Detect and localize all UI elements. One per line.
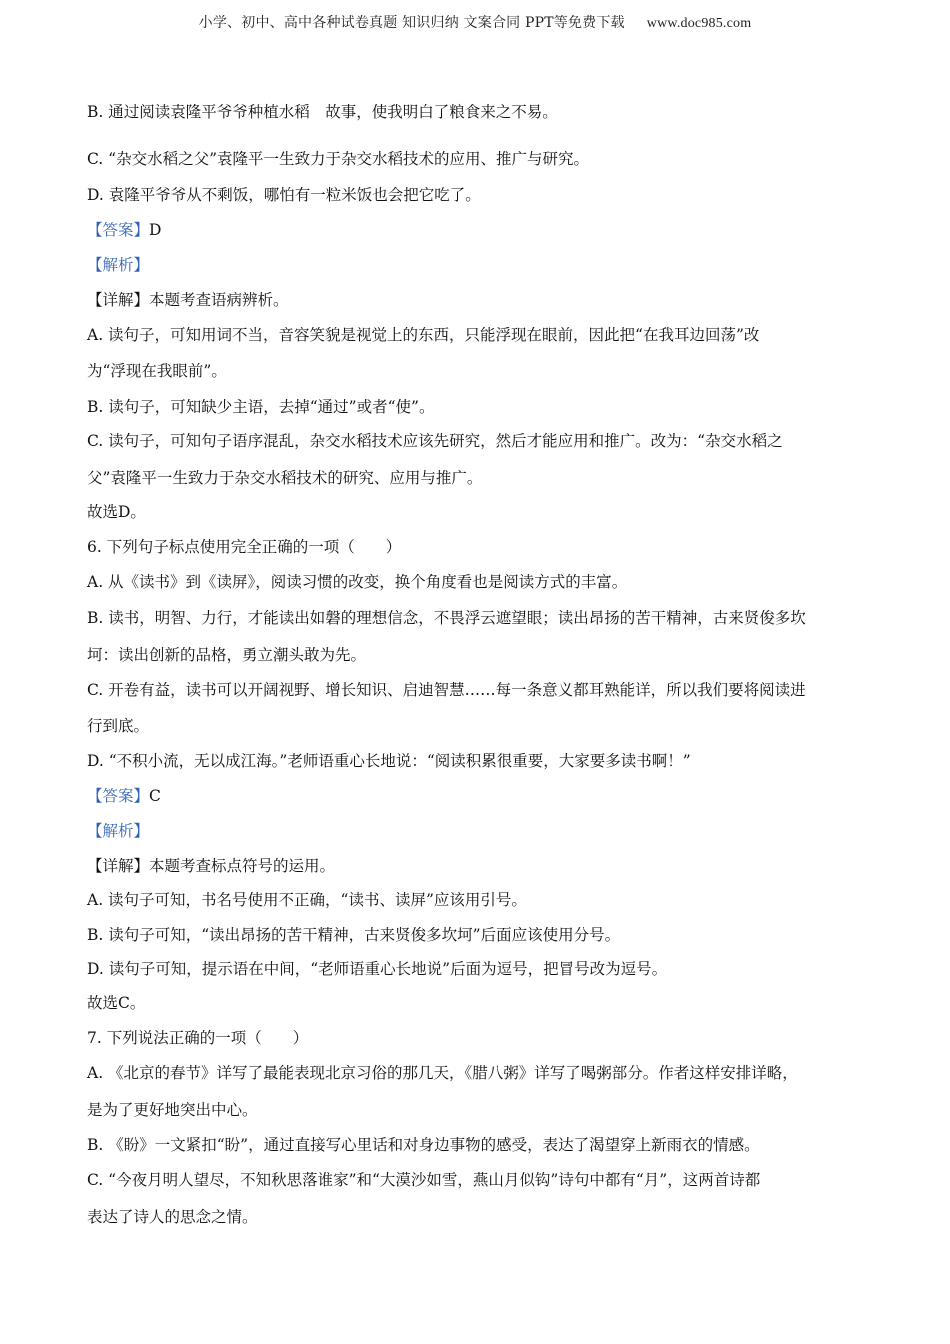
text-line: [87, 715, 872, 737]
text-line: [87, 360, 872, 382]
line-text: 故选C。: [87, 994, 146, 1012]
text-line: [87, 289, 872, 311]
section-tag: 【答案】: [87, 221, 150, 239]
text-line: [87, 101, 872, 123]
text-line: [87, 324, 872, 346]
line-text: A. 读句子，可知用词不当，音容笑貌是视觉上的东西，只能浮现在眼前，因此把“在我耳边回荡”改: [87, 326, 760, 344]
line-text: B. 读句子，可知缺少主语，去掉“通过”或者“使”。: [87, 398, 435, 416]
line-text: D: [149, 221, 162, 239]
text-line: [87, 785, 872, 807]
text-line: [87, 148, 872, 170]
line-text: D. 袁隆平爷爷从不剩饭，哪怕有一粒米饭也会把它吃了。: [87, 186, 481, 204]
text-line: [87, 1169, 872, 1191]
line-text: 6. 下列句子标点使用完全正确的一项（ ）: [87, 538, 402, 556]
line-text: 故选D。: [87, 503, 146, 521]
line-text: A. 《北京的春节》详写了最能表现北京习俗的那几天，《腊八粥》详写了喝粥部分。作者这样安排详略，: [87, 1064, 798, 1082]
text-line: [87, 1099, 872, 1121]
text-line: [87, 571, 872, 593]
text-line: [87, 750, 872, 772]
text-line: [87, 536, 872, 558]
text-line: [87, 184, 872, 206]
text-line: [87, 679, 872, 701]
text-line: [87, 924, 872, 946]
line-text: 表达了诗人的思念之情。: [87, 1208, 258, 1226]
line-text: A. 读句子可知，书名号使用不正确，“读书、读屏”应该用引号。: [87, 891, 527, 909]
line-text: C. “杂交水稻之父”袁隆平一生致力于杂交水稻技术的应用、推广与研究。: [87, 150, 590, 168]
text-line: [87, 1062, 872, 1084]
line-text: C. 读句子，可知句子语序混乱，杂交水稻技术应该先研究，然后才能应用和推广。改为：“杂交水稻之: [87, 432, 783, 450]
header-site-link[interactable]: www.doc985.com: [646, 16, 752, 31]
text-line: [87, 430, 872, 452]
line-text: C: [149, 787, 161, 805]
line-text: C. “今夜月明人望尽，不知秋思落谁家”和“大漠沙如雪，燕山月似钩”诗句中都有“月”，这两首诗都: [87, 1171, 761, 1189]
text-line: [87, 855, 872, 877]
line-text: B. 读书，明智、力行，才能读出如磐的理想信念，不畏浮云遮望眼；读出昂扬的苦干精神，古来贤俊多坎: [87, 609, 806, 627]
line-text: 【详解】本题考查标点符号的运用。: [87, 857, 336, 875]
text-line: [87, 889, 872, 911]
text-line: [87, 501, 872, 523]
line-text: C. 开卷有益，读书可以开阔视野、增长知识、启迪智慧……每一条意义都耳熟能详，所以我们要将阅读进: [87, 681, 806, 699]
line-text: B. 读句子可知，“读出昂扬的苦干精神，古来贤俊多坎坷”后面应该使用分号。: [87, 926, 621, 944]
text-line: [87, 992, 872, 1014]
text-line: [87, 607, 872, 629]
line-text: 【详解】本题考查语病辨析。: [87, 291, 289, 309]
header-text: 小学、初中、高中各种试卷真题 知识归纳 文案合同 PPT等免费下载: [198, 15, 625, 31]
line-text: 是为了更好地突出中心。: [87, 1101, 258, 1119]
text-line: [87, 1027, 872, 1049]
line-text: 坷：读出创新的品格，勇立潮头敢为先。: [87, 646, 367, 664]
text-line: [87, 219, 872, 241]
line-text: 行到底。: [87, 717, 150, 735]
section-tag: 【解析】: [87, 822, 150, 840]
line-text: B. 通过阅读袁隆平爷爷种植水稻 故事，使我明白了粮食来之不易。: [87, 103, 558, 121]
text-line: [87, 396, 872, 418]
text-line: [87, 958, 872, 980]
line-text: D. 读句子可知，提示语在中间，“老师语重心长地说”后面为逗号，把冒号改为逗号。: [87, 960, 668, 978]
section-tag: 【答案】: [87, 787, 150, 805]
text-line: [87, 1206, 872, 1228]
text-line: [87, 254, 872, 276]
section-tag: 【解析】: [87, 256, 150, 274]
text-line: [87, 467, 872, 489]
text-line: [87, 644, 872, 666]
line-text: D. “不积小流，无以成江海。”老师语重心长地说：“阅读积累很重要，大家要多读书啊！”: [87, 752, 691, 770]
text-line: [87, 1134, 872, 1156]
page-header: [0, 12, 950, 32]
line-text: B. 《盼》一文紧扣“盼”，通过直接写心里话和对身边事物的感受，表达了渴望穿上新雨衣的情感。: [87, 1136, 760, 1154]
line-text: 父”袁隆平一生致力于杂交水稻技术的研究、应用与推广。: [87, 469, 483, 487]
line-text: A. 从《读书》到《读屏》，阅读习惯的改变，换个角度看也是阅读方式的丰富。: [87, 573, 628, 591]
line-text: 为“浮现在我眼前”。: [87, 362, 227, 380]
text-line: [87, 820, 872, 842]
line-text: 7. 下列说法正确的一项（ ）: [87, 1029, 309, 1047]
